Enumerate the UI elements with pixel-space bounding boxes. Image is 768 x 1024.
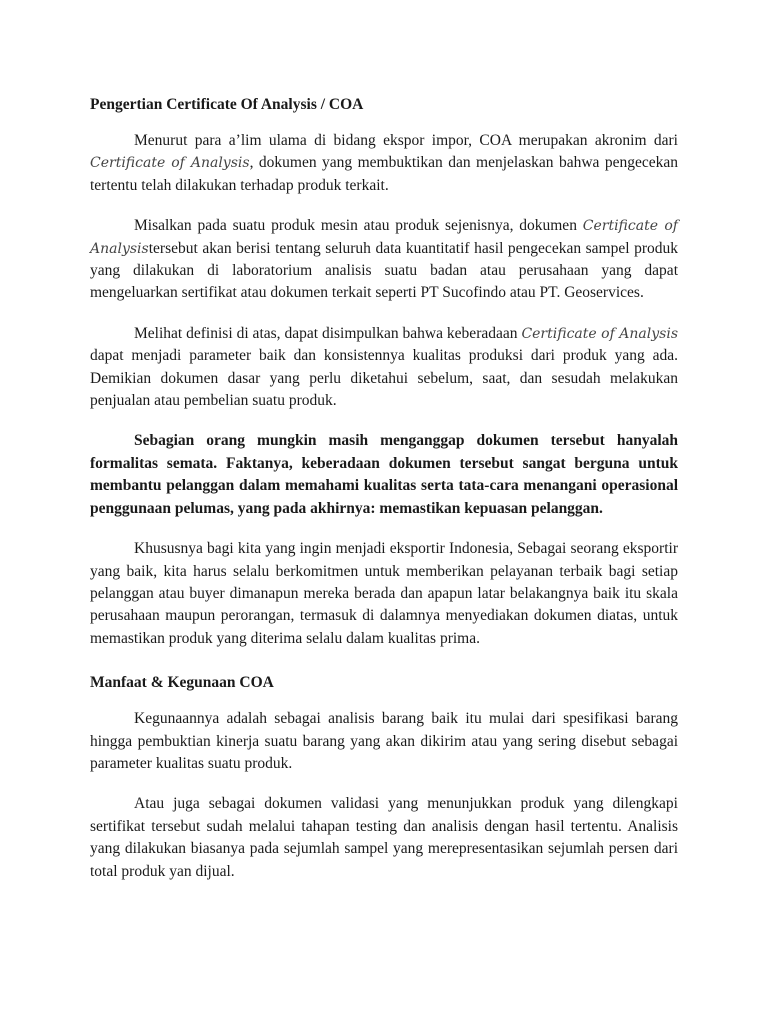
italic-term: Certificate of Analysis [90,218,678,257]
paragraph-coa-example [90,215,678,305]
paragraph-coa-definition [90,130,678,197]
paragraph-coa-conclusion [90,323,678,413]
italic-term: Certificate of Analysis [521,325,679,342]
section-heading-pengertian: Pengertian Certificate Of Analysis / COA [90,96,364,113]
paragraph-coa-importance: Sebagian orang mungkin masih menganggap dokumen tersebut hanyalah formalitas semata. Faktanya, keberadaan dokumen tersebut sangat berguna untuk membantu pelanggan dalam memahami kualitas serta tata-cara menangani operasional penggunaan pelumas, yang pada akhirnya: memastikan kepuasan pelanggan. [90,432,678,517]
paragraph-exporter: Khususnya bagi kita yang ingin menjadi eksportir Indonesia, Sebagai seorang eksportir yang baik, kita harus selalu berkomitmen untuk memberikan pelayanan terbaik bagi setiap pelanggan atau buyer dimanapun mereka berada dan apapun latar belakangnya baik itu skala perusahaan maupun perorangan, termasuk di dalamnya menyediakan dokumen diatas, untuk memastikan produk yang diterima selalu dalam kualitas prima. [90,540,678,647]
section-heading-manfaat: Manfaat & Kegunaan COA [90,674,274,692]
paragraph-text: Melihat definisi di atas, dapat disimpulkan bahwa keberadaan [134,324,522,342]
paragraph-validation: Atau juga sebagai dokumen validasi yang menunjukkan produk yang dilengkapi sertifikat tersebut sudah melalui tahapan testing dan analisis dengan hasil tertentu. Analisis yang dilakukan biasanya pada sejumlah sampel yang merepresentasikan sejumlah persen dari total produk yan dijual. [90,795,678,880]
italic-term: Certificate of Analysis [90,155,250,172]
paragraph-text: , dokumen yang membuktikan dan menjelaskan bahwa pengecekan tertentu telah dilakukan terhadap produk terkait. [90,154,678,194]
document-page [90,94,678,901]
paragraph-text: Menurut para a’lim ulama di bidang ekspor impor, COA merupakan akronim dari [134,132,678,149]
paragraph-text: dapat menjadi parameter baik dan konsistennya kualitas produksi dari produk yang ada. Demikian dokumen dasar yang perlu diketahui sebelum, saat, dan sesudah melakukan penjualan atau pembelian suatu produk. [90,347,678,410]
paragraph-text: Misalkan pada suatu produk mesin atau produk sejenisnya, dokumen [134,217,583,235]
paragraph-usage: Kegunaannya adalah sebagai analisis barang baik itu mulai dari spesifikasi barang hingga pembuktian kinerja suatu barang yang akan dikirim atau yang sering disebut sebagai parameter kualitas suatu produk. [90,710,678,772]
paragraph-text: tersebut akan berisi tentang seluruh data kuantitatif hasil pengecekan sampel produk yang dilakukan di laboratorium analisis suatu badan atau perusahaan yang dapat mengeluarkan sertifikat atau dokumen terkait seperti PT Sucofindo atau PT. Geoservices. [90,239,678,302]
